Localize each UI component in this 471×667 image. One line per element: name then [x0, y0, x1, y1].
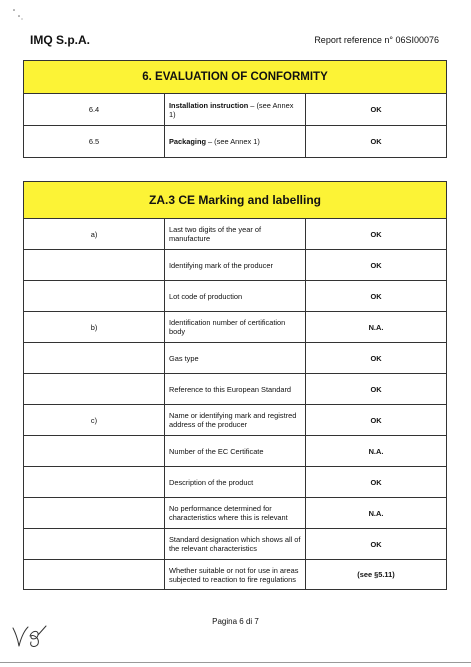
result-value: OK — [306, 467, 447, 498]
clause-ref — [24, 250, 165, 281]
clause-ref — [24, 436, 165, 467]
clause-ref — [24, 343, 165, 374]
table-row — [24, 498, 447, 529]
clause-ref — [24, 560, 165, 590]
requirement-text — [165, 94, 306, 126]
table-row — [24, 467, 447, 498]
result-value: (see §5.11) — [306, 560, 447, 590]
clause-ref — [24, 374, 165, 405]
requirement-title: Packaging — [169, 137, 206, 146]
result-value: N.A. — [306, 312, 447, 343]
clause-ref: c) — [24, 405, 165, 436]
result-value: OK — [306, 94, 447, 126]
clause-ref — [24, 281, 165, 312]
requirement-text: No performance determined for characteristics where this is relevant — [165, 498, 306, 529]
requirement-text: Last two digits of the year of manufacture — [165, 219, 306, 250]
table-row — [24, 219, 447, 250]
corner-scan-mark — [12, 8, 26, 22]
requirement-text: Whether suitable or not for use in areas subjected to reaction to fire regulations — [165, 560, 306, 590]
company-name: IMQ S.p.A. — [30, 33, 90, 47]
result-value: OK — [306, 126, 447, 158]
table-row — [24, 343, 447, 374]
handwritten-initials-signature — [10, 622, 50, 650]
requirement-note: – (see Annex 1) — [205, 137, 260, 146]
requirement-text: Lot code of production — [165, 281, 306, 312]
evaluation-of-conformity-table — [23, 60, 447, 158]
table-row — [24, 436, 447, 467]
report-reference: Report reference n° 06SI00076 — [314, 35, 439, 45]
requirement-text: Identifying mark of the producer — [165, 250, 306, 281]
result-value: OK — [306, 281, 447, 312]
clause-ref — [24, 529, 165, 560]
table-row — [24, 250, 447, 281]
clause-ref: a) — [24, 219, 165, 250]
requirement-text: Identification number of certification body — [165, 312, 306, 343]
requirement-text: Number of the EC Certificate — [165, 436, 306, 467]
table-title: ZA.3 CE Marking and labelling — [24, 182, 447, 219]
ce-marking-table — [23, 181, 447, 590]
clause-ref: 6.4 — [24, 94, 165, 126]
result-value: OK — [306, 529, 447, 560]
page-number: Pagina 6 di 7 — [212, 617, 259, 626]
result-value: N.A. — [306, 498, 447, 529]
table-row — [24, 281, 447, 312]
requirement-text: Description of the product — [165, 467, 306, 498]
result-value: OK — [306, 343, 447, 374]
requirement-text: Name or identifying mark and registred address of the producer — [165, 405, 306, 436]
clause-ref: b) — [24, 312, 165, 343]
requirement-text: Gas type — [165, 343, 306, 374]
result-value: OK — [306, 250, 447, 281]
table-row — [24, 405, 447, 436]
requirement-title: Installation instruction — [169, 100, 249, 110]
clause-ref — [24, 498, 165, 529]
requirement-note: – (see Annex 1) — [169, 100, 294, 119]
table-row — [24, 560, 447, 590]
table-row — [24, 312, 447, 343]
clause-ref — [24, 467, 165, 498]
result-value: OK — [306, 374, 447, 405]
table-row — [24, 94, 447, 126]
table-row — [24, 126, 447, 158]
result-value: N.A. — [306, 436, 447, 467]
clause-ref: 6.5 — [24, 126, 165, 158]
bottom-divider — [0, 662, 471, 663]
requirement-text — [165, 126, 306, 158]
table-row — [24, 374, 447, 405]
table-title: 6. EVALUATION OF CONFORMITY — [24, 61, 447, 94]
requirement-text: Reference to this European Standard — [165, 374, 306, 405]
requirement-text: Standard designation which shows all of the relevant characteristics — [165, 529, 306, 560]
result-value: OK — [306, 405, 447, 436]
result-value: OK — [306, 219, 447, 250]
table-row — [24, 529, 447, 560]
